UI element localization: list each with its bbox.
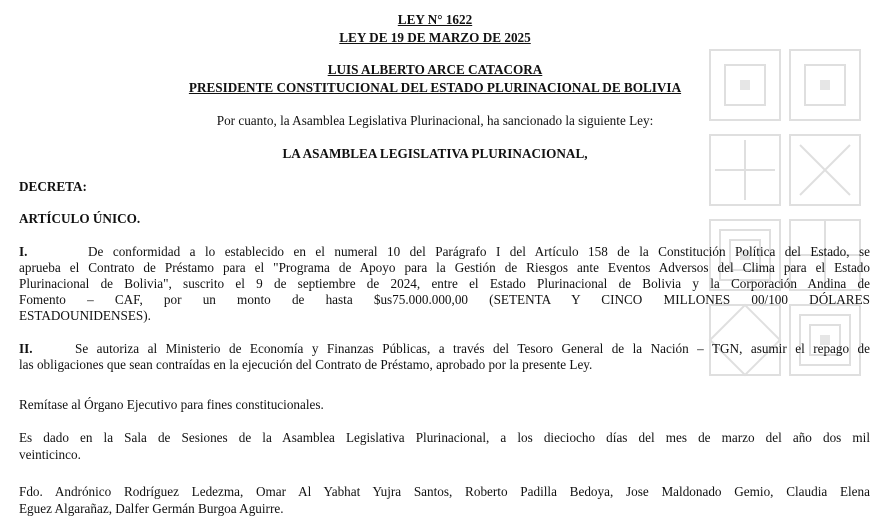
dado-line-1: Es dado en la Sala de Sesiones de la Asamblea Legislativa Plurinacional, a los dieciocho días del mes de marzo del año dos mil (19, 430, 870, 445)
dado-line-2: veinticinco. (19, 447, 81, 462)
section-i-line-3: Plurinacional de Bolivia", suscrito el 9 de septiembre de 2024, entre el Estado Plurinacional de Bolivia y la Corporación Andina de (19, 276, 870, 291)
law-date: LEY DE 19 DE MARZO DE 2025 (339, 30, 531, 45)
preamble: Por cuanto, la Asamblea Legislativa Plurinacional, ha sancionado la siguiente Ley: (216, 113, 654, 128)
president-name: LUIS ALBERTO ARCE CATACORA (327, 62, 543, 77)
assembly-heading: LA ASAMBLEA LEGISLATIVA PLURINACIONAL, (282, 146, 588, 161)
section-i-line-5: ESTADOUNIDENSES). (19, 308, 151, 323)
section-i-line-4: Fomento – CAF, por un monto de hasta $us75.000.000,00 (SETENTA Y CINCO MILLONES 00/100 DÓLARES (19, 292, 870, 307)
section-i-line-2: aprueba el Contrato de Préstamo para el "Programa de Apoyo para la Gestión de Riesgos ante Eventos Adversos del Clima para el Estado (19, 260, 870, 275)
section-ii-line-2: las obligaciones que sean contraídas en la ejecución del Contrato de Préstamo, aprobado por la presente Ley. (19, 357, 593, 372)
section-ii-line-1: Se autoriza al Ministerio de Economía y Finanzas Públicas, a través del Tesoro General de la Nación – TGN, asumir el repago de (75, 341, 870, 356)
president-title: PRESIDENTE CONSTITUCIONAL DEL ESTADO PLURINACIONAL DE BOLIVIA (188, 80, 682, 95)
decreta-heading: DECRETA: (19, 179, 87, 194)
section-i-numeral: I. (19, 244, 28, 259)
remitase-text: Remítase al Órgano Ejecutivo para fines constitucionales. (19, 397, 324, 412)
section-ii-numeral: II. (19, 341, 33, 356)
signatures-line-1: Fdo. Andrónico Rodríguez Ledezma, Omar Al Yabhat Yujra Santos, Roberto Padilla Bedoya, Jose Maldonado Gemio, Claudia Elena (19, 484, 870, 499)
signatures-line-2: Eguez Algarañaz, Dalfer Germán Burgoa Aguirre. (19, 501, 284, 516)
section-i-line-1: De conformidad a lo establecido en el numeral 10 del Parágrafo I del Artículo 158 de la Constitución Política del Estado, se (88, 244, 870, 259)
law-number: LEY N° 1622 (397, 12, 473, 27)
article-title: ARTÍCULO ÚNICO. (19, 211, 141, 226)
